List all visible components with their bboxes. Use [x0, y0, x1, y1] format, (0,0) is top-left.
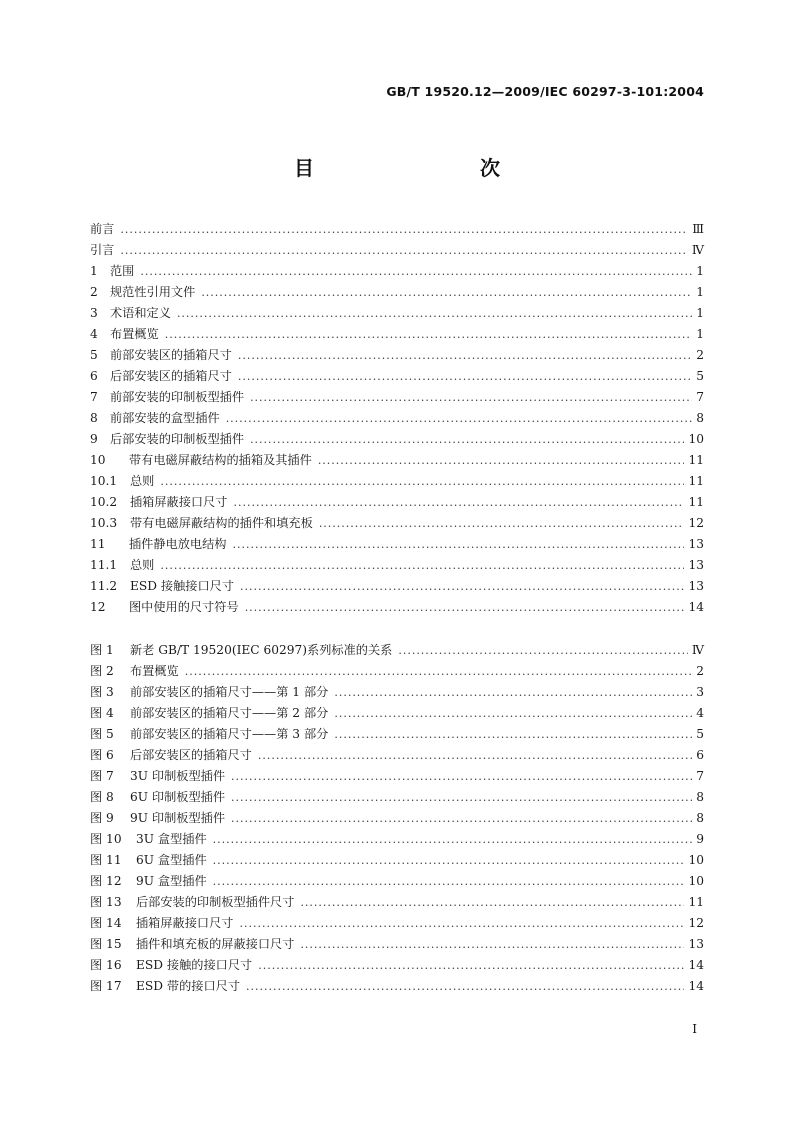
page-ref: 10	[688, 432, 704, 446]
dot-leader	[231, 787, 692, 808]
dot-leader	[213, 829, 693, 850]
page-ref: 5	[696, 369, 704, 383]
page-ref: 8	[696, 411, 704, 425]
figure-number: 图 6	[90, 748, 114, 762]
dot-leader	[238, 366, 692, 387]
page-ref: 4	[696, 706, 704, 720]
section-title: 总则	[130, 558, 155, 572]
dot-leader	[258, 745, 692, 766]
page-ref: 7	[696, 769, 704, 783]
section-title: 后部安装区的插箱尺寸	[110, 369, 232, 383]
toc-entry[interactable]	[90, 513, 704, 534]
page-ref: 8	[696, 790, 704, 804]
section-number: 12	[90, 600, 106, 614]
dot-leader	[245, 597, 685, 618]
standard-code-header: GB/T 19520.12—2009/IEC 60297-3-101:2004	[386, 84, 704, 99]
toc-entry[interactable]	[90, 282, 704, 303]
toc-entry[interactable]	[90, 240, 704, 261]
figure-title: 后部安装的印制板型插件尺寸	[136, 895, 295, 909]
section-title: 前言	[90, 222, 115, 236]
dot-leader	[120, 219, 688, 240]
figure-entry[interactable]	[90, 766, 704, 787]
dot-leader	[165, 324, 692, 345]
toc-entry[interactable]	[90, 534, 704, 555]
toc-entry[interactable]	[90, 597, 704, 618]
figure-entry[interactable]	[90, 892, 704, 913]
figure-title: 前部安装区的插箱尺寸——第 3 部分	[130, 727, 329, 741]
figure-number: 图 3	[90, 685, 114, 699]
dot-leader	[250, 387, 692, 408]
dot-leader	[233, 534, 685, 555]
toc-entry[interactable]	[90, 471, 704, 492]
page-ref: 7	[696, 390, 704, 404]
page-ref: Ⅲ	[692, 222, 704, 236]
dot-leader	[177, 303, 692, 324]
figure-title: ESD 带的接口尺寸	[136, 979, 241, 993]
dot-leader	[246, 976, 684, 997]
figure-entry[interactable]	[90, 955, 704, 976]
section-number: 9	[90, 432, 98, 446]
figure-number: 图 15	[90, 937, 122, 951]
figure-entry[interactable]	[90, 850, 704, 871]
figure-entry[interactable]	[90, 703, 704, 724]
section-title: 总则	[130, 474, 155, 488]
dot-leader	[250, 429, 684, 450]
dot-leader	[120, 240, 687, 261]
section-title: 图中使用的尺寸符号	[129, 600, 239, 614]
page-ref: 10	[688, 874, 704, 888]
figure-entry[interactable]	[90, 787, 704, 808]
toc-entry[interactable]	[90, 303, 704, 324]
section-number: 3	[90, 306, 98, 320]
section-title: 带有电磁屏蔽结构的插件和填充板	[130, 516, 313, 530]
dot-leader	[258, 955, 684, 976]
toc-entry[interactable]	[90, 219, 704, 240]
section-title: 后部安装的印制板型插件	[110, 432, 245, 446]
dot-leader	[140, 261, 692, 282]
figure-entry[interactable]	[90, 913, 704, 934]
figure-number: 图 17	[90, 979, 122, 993]
dot-leader	[318, 450, 685, 471]
toc-entry[interactable]	[90, 366, 704, 387]
figure-title: 后部安装区的插箱尺寸	[130, 748, 252, 762]
toc-entry[interactable]	[90, 450, 704, 471]
page-ref: 14	[688, 979, 704, 993]
section-title: 规范性引用文件	[110, 285, 196, 299]
section-number: 11	[90, 537, 106, 551]
figure-number: 图 5	[90, 727, 114, 741]
figure-number: 图 16	[90, 958, 122, 972]
section-title: 插件静电放电结构	[129, 537, 227, 551]
page-ref: Ⅳ	[691, 643, 704, 657]
dot-leader	[319, 513, 685, 534]
section-number: 10.1	[90, 474, 118, 488]
figure-number: 图 8	[90, 790, 114, 804]
figure-number: 图 4	[90, 706, 114, 720]
figure-title: 新老 GB/T 19520(IEC 60297)系列标准的关系	[130, 643, 393, 657]
figure-number: 图 9	[90, 811, 114, 825]
page-ref: 10	[688, 853, 704, 867]
dot-leader	[160, 555, 684, 576]
figure-title: 3U 印制板型插件	[130, 769, 226, 783]
figure-number: 图 10	[90, 832, 122, 846]
page-ref: 11	[688, 495, 704, 509]
dot-leader	[213, 850, 685, 871]
section-number: 5	[90, 348, 98, 362]
toc-figures	[90, 640, 704, 997]
figure-number: 图 13	[90, 895, 122, 909]
figure-entry[interactable]	[90, 682, 704, 703]
page-ref: 13	[688, 558, 704, 572]
dot-leader	[240, 913, 685, 934]
page-ref: Ⅳ	[691, 243, 704, 257]
page-ref: 1	[696, 264, 704, 278]
toc-entry[interactable]	[90, 492, 704, 513]
page-ref: 5	[696, 727, 704, 741]
dot-leader	[300, 892, 684, 913]
figure-number: 图 14	[90, 916, 122, 930]
section-number: 10.3	[90, 516, 118, 530]
section-title: 范围	[110, 264, 135, 278]
dot-leader	[226, 408, 693, 429]
page-number: I	[692, 1022, 697, 1036]
page-ref: 13	[688, 937, 704, 951]
section-number: 11.2	[90, 579, 118, 593]
page-ref: 12	[688, 916, 704, 930]
section-title: 前部安装的盒型插件	[110, 411, 220, 425]
section-number: 10	[90, 453, 106, 467]
page-ref: 14	[688, 958, 704, 972]
toc-entry[interactable]	[90, 261, 704, 282]
figure-title: 9U 印制板型插件	[130, 811, 226, 825]
page-ref: 13	[688, 537, 704, 551]
figure-title: 布置概览	[130, 664, 179, 678]
figure-title: 前部安装区的插箱尺寸——第 1 部分	[130, 685, 329, 699]
figure-entry[interactable]	[90, 724, 704, 745]
figure-entry[interactable]	[90, 808, 704, 829]
dot-leader	[160, 471, 684, 492]
section-title: 前部安装的印制板型插件	[110, 390, 245, 404]
section-title: 插箱屏蔽接口尺寸	[130, 495, 228, 509]
section-number: 6	[90, 369, 98, 383]
section-number: 11.1	[90, 558, 118, 572]
figure-entry[interactable]	[90, 976, 704, 997]
figure-title: 插箱屏蔽接口尺寸	[136, 916, 234, 930]
page-ref: 2	[696, 664, 704, 678]
page-ref: 2	[696, 348, 704, 362]
toc-entry[interactable]	[90, 324, 704, 345]
section-title: 前部安装区的插箱尺寸	[110, 348, 232, 362]
figure-entry[interactable]	[90, 661, 704, 682]
section-number: 4	[90, 327, 98, 341]
page-ref: 13	[688, 579, 704, 593]
page-ref: 1	[696, 327, 704, 341]
figure-entry[interactable]	[90, 745, 704, 766]
page-ref: 11	[688, 895, 704, 909]
toc-entry[interactable]	[90, 576, 704, 597]
section-number: 7	[90, 390, 98, 404]
dot-leader	[231, 766, 692, 787]
page-ref: 11	[688, 453, 704, 467]
dot-leader	[240, 576, 684, 597]
page-ref: 1	[696, 285, 704, 299]
page-ref: 1	[696, 306, 704, 320]
dot-leader	[234, 492, 685, 513]
section-title: 布置概览	[110, 327, 159, 341]
dot-leader	[334, 682, 692, 703]
figure-title: 9U 盒型插件	[136, 874, 207, 888]
figure-entry[interactable]	[90, 640, 704, 661]
page-ref: 11	[688, 474, 704, 488]
figure-title: 3U 盒型插件	[136, 832, 207, 846]
toc-entry[interactable]	[90, 429, 704, 450]
figure-number: 图 7	[90, 769, 114, 783]
toc-entry[interactable]	[90, 345, 704, 366]
dot-leader	[398, 640, 687, 661]
dot-leader	[213, 871, 685, 892]
figure-number: 图 11	[90, 853, 122, 867]
toc-entry[interactable]	[90, 387, 704, 408]
dot-leader	[185, 661, 692, 682]
section-title: 术语和定义	[110, 306, 171, 320]
section-number: 8	[90, 411, 98, 425]
dot-leader	[300, 934, 684, 955]
section-title: ESD 接触接口尺寸	[130, 579, 235, 593]
dot-leader	[334, 724, 692, 745]
page-ref: 12	[688, 516, 704, 530]
figure-title: 插件和填充板的屏蔽接口尺寸	[136, 937, 295, 951]
page-ref: 6	[696, 748, 704, 762]
figure-entry[interactable]	[90, 934, 704, 955]
dot-leader	[201, 282, 692, 303]
page-ref: 14	[688, 600, 704, 614]
section-number: 1	[90, 264, 98, 278]
figure-title: 前部安装区的插箱尺寸——第 2 部分	[130, 706, 329, 720]
page-ref: 8	[696, 811, 704, 825]
section-title: 引言	[90, 243, 115, 257]
toc-entry[interactable]	[90, 408, 704, 429]
figure-entry[interactable]	[90, 829, 704, 850]
section-number: 10.2	[90, 495, 118, 509]
page-ref: 3	[696, 685, 704, 699]
section-number: 2	[90, 285, 98, 299]
dot-leader	[231, 808, 692, 829]
figure-title: ESD 接触的接口尺寸	[136, 958, 253, 972]
figure-number: 图 2	[90, 664, 114, 678]
figure-title: 6U 印制板型插件	[130, 790, 226, 804]
figure-entry[interactable]	[90, 871, 704, 892]
dot-leader	[238, 345, 692, 366]
page-title: 目 次	[294, 156, 542, 180]
figure-title: 6U 盒型插件	[136, 853, 207, 867]
toc-entry[interactable]	[90, 555, 704, 576]
page-ref: 9	[696, 832, 704, 846]
toc-sections	[90, 219, 704, 618]
figure-number: 图 12	[90, 874, 122, 888]
section-title: 带有电磁屏蔽结构的插箱及其插件	[129, 453, 312, 467]
dot-leader	[334, 703, 692, 724]
figure-number: 图 1	[90, 643, 114, 657]
